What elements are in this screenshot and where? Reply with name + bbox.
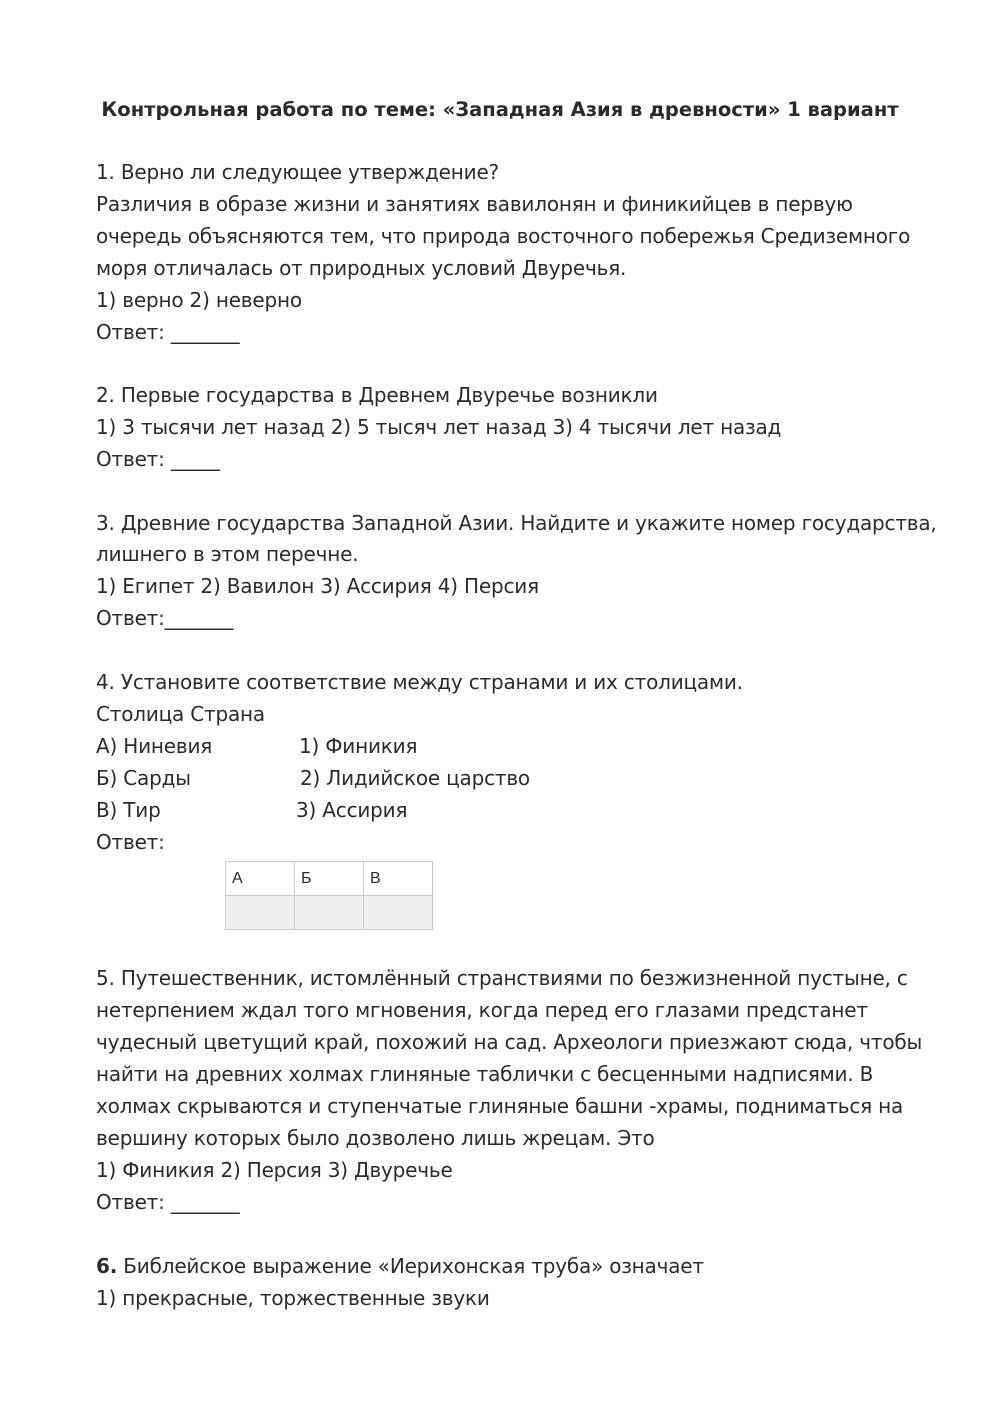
q2-answer: Ответ: _____	[96, 447, 220, 471]
page-title: Контрольная работа по теме: «Западная Азия в древности» 1 вариант	[101, 98, 899, 121]
q5-options: 1) Финикия 2) Персия 3) Двуречье	[96, 1158, 453, 1182]
q1-text-line-2: очередь объясняются тем, что природа восточного побережья Средиземного	[96, 224, 911, 248]
answer-table-header-a: А	[226, 862, 295, 896]
q5-answer: Ответ: _______	[96, 1190, 240, 1214]
answer-table-input-row	[226, 896, 433, 930]
q1-options: 1) верно 2) неверно	[96, 288, 302, 312]
q5-text-line-4: найти на древних холмах глиняные таблички с бесценными надписями. В	[96, 1062, 874, 1086]
q6-question	[96, 1252, 704, 1280]
q3-answer: Ответ:_______	[96, 606, 234, 630]
q4-answer: Ответ:	[96, 830, 165, 854]
q6-option-1: 1) прекрасные, торжественные звуки	[96, 1286, 490, 1310]
q1-answer: Ответ: _______	[96, 320, 240, 344]
q2-options: 1) 3 тысячи лет назад 2) 5 тысяч лет назад 3) 4 тысячи лет назад	[96, 415, 782, 439]
q4-country-3: 3) Ассирия	[296, 798, 408, 822]
q1-text-line-3: моря отличалась от природных условий Двуречья.	[96, 256, 627, 280]
q2-question: 2. Первые государства в Древнем Двуречье возникли	[96, 383, 658, 407]
q4-question: 4. Установите соответствие между странами и их столицами.	[96, 670, 743, 694]
q4-country-1: 1) Финикия	[299, 734, 418, 758]
q3-options: 1) Египет 2) Вавилон 3) Ассирия 4) Персия	[96, 574, 539, 598]
answer-cell-v[interactable]	[364, 896, 433, 930]
q1-question: 1. Верно ли следующее утверждение?	[96, 160, 499, 184]
q6-number: 6.	[96, 1254, 118, 1278]
answer-cell-a[interactable]	[226, 896, 295, 930]
q3-question-line-1: 3. Древние государства Западной Азии. Найдите и укажите номер государства,	[96, 511, 937, 535]
q4-capital-v: В) Тир	[96, 798, 161, 822]
q5-text-line-1: 5. Путешественник, истомлённый странствиями по безжизненной пустыне, с	[96, 966, 908, 990]
answer-table-header-row	[226, 862, 433, 896]
q5-text-line-5: холмах скрываются и ступенчатые глиняные башни -храмы, подниматься на	[96, 1094, 904, 1118]
answer-table-header-b: Б	[295, 862, 364, 896]
answer-table-header-v: В	[364, 862, 433, 896]
q4-header: Столица Страна	[96, 702, 265, 726]
q5-text-line-3: чудесный цветущий край, похожий на сад. Археологи приезжают сюда, чтобы	[96, 1030, 923, 1054]
answer-cell-b[interactable]	[295, 896, 364, 930]
q3-question-line-2: лишнего в этом перечне.	[96, 542, 359, 566]
q4-capital-b: Б) Сарды	[96, 766, 191, 790]
q4-capital-a: А) Ниневия	[96, 734, 213, 758]
q4-country-2: 2) Лидийское царство	[300, 766, 530, 790]
q6-question-text: Библейское выражение «Иерихонская труба» означает	[117, 1254, 704, 1278]
q4-answer-table	[225, 861, 433, 930]
q1-text-line-1: Различия в образе жизни и занятиях вавилонян и финикийцев в первую	[96, 192, 853, 216]
q5-text-line-6: вершину которых было дозволено лишь жрецам. Это	[96, 1126, 655, 1150]
q5-text-line-2: нетерпением ждал того мгновения, когда перед его глазами предстанет	[96, 998, 868, 1022]
